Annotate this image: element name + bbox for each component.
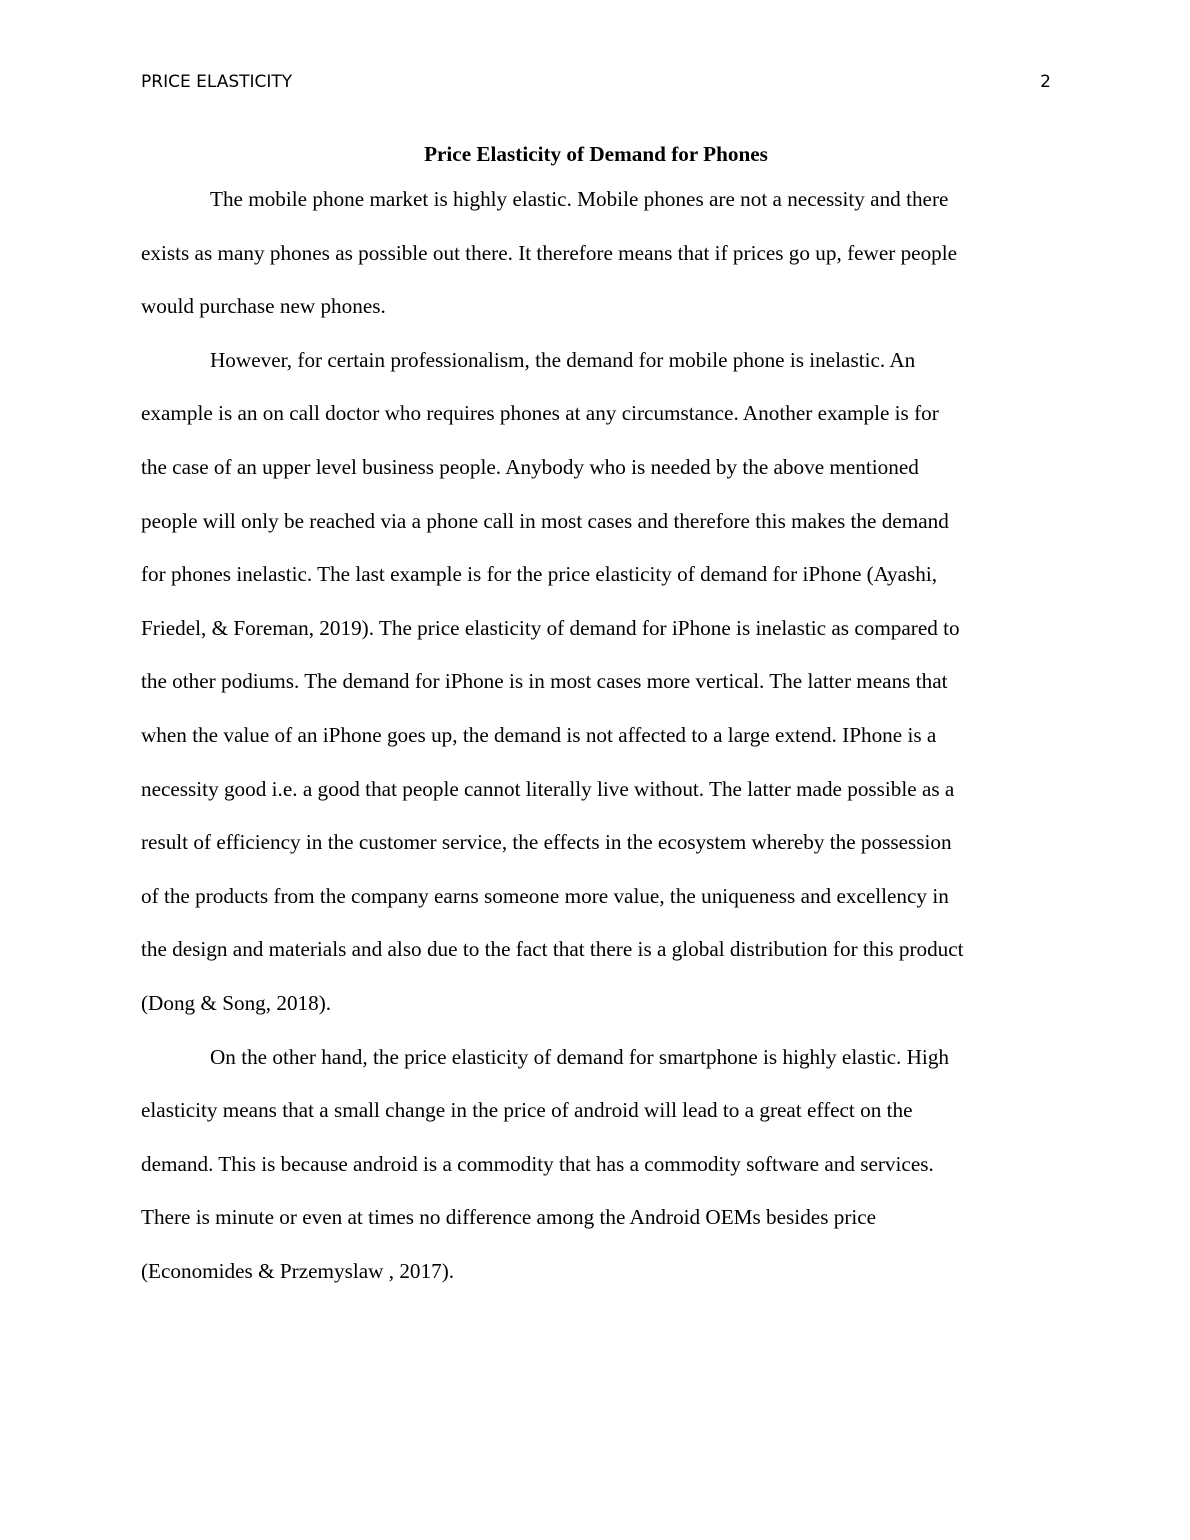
running-head: PRICE ELASTICITY — [141, 72, 293, 92]
paragraph-1 — [141, 173, 1051, 334]
paragraph-line: (Dong & Song, 2018). — [141, 990, 332, 1015]
paragraph-3 — [141, 1031, 1051, 1299]
paragraph-line: necessity good i.e. a good that people cannot literally live without. The latter made possible as a — [141, 776, 955, 801]
page-number: 2 — [1040, 72, 1051, 92]
paragraph-line: Friedel, & Foreman, 2019). The price elasticity of demand for iPhone is inelastic as compared to — [141, 615, 960, 640]
paragraph-line: when the value of an iPhone goes up, the demand is not affected to a large extend. IPhone is a — [141, 722, 937, 747]
document-body — [141, 135, 1051, 1298]
paragraph-line: demand. This is because android is a commodity that has a commodity software and services. — [141, 1151, 934, 1176]
paragraph-line: On the other hand, the price elasticity of demand for smartphone is highly elastic. High — [210, 1044, 950, 1069]
paragraph-line: the case of an upper level business people. Anybody who is needed by the above mentioned — [141, 454, 919, 479]
paragraph-2 — [141, 334, 1051, 1031]
paragraph-line: exists as many phones as possible out there. It therefore means that if prices go up, fewer people — [141, 240, 958, 265]
paragraph-line: result of efficiency in the customer service, the effects in the ecosystem whereby the possession — [141, 830, 952, 855]
paragraph-line: of the products from the company earns someone more value, the uniqueness and excellency in — [141, 883, 949, 908]
paragraph-line: the other podiums. The demand for iPhone is in most cases more vertical. The latter means that — [141, 669, 948, 694]
paragraph-line: people will only be reached via a phone call in most cases and therefore this makes the demand — [141, 508, 949, 533]
paragraph-line: would purchase new phones. — [141, 294, 386, 319]
paragraph-line: elasticity means that a small change in the price of android will lead to a great effect on the — [141, 1098, 913, 1123]
paragraph-line: There is minute or even at times no difference among the Android OEMs besides price — [141, 1205, 877, 1230]
paragraph-line: (Economides & Przemyslaw , 2017). — [141, 1258, 455, 1283]
paragraph-line: The mobile phone market is highly elastic. Mobile phones are not a necessity and there — [210, 187, 949, 211]
paragraph-line: However, for certain professionalism, the demand for mobile phone is inelastic. An — [210, 347, 916, 372]
paragraph-line: for phones inelastic. The last example is for the price elasticity of demand for iPhone (Ayashi, — [141, 562, 938, 587]
paragraph-line: the design and materials and also due to the fact that there is a global distribution for this product — [141, 937, 964, 962]
document-title: Price Elasticity of Demand for Phones — [424, 142, 768, 166]
paragraph-line: example is an on call doctor who requires phones at any circumstance. Another example is for — [141, 401, 939, 426]
